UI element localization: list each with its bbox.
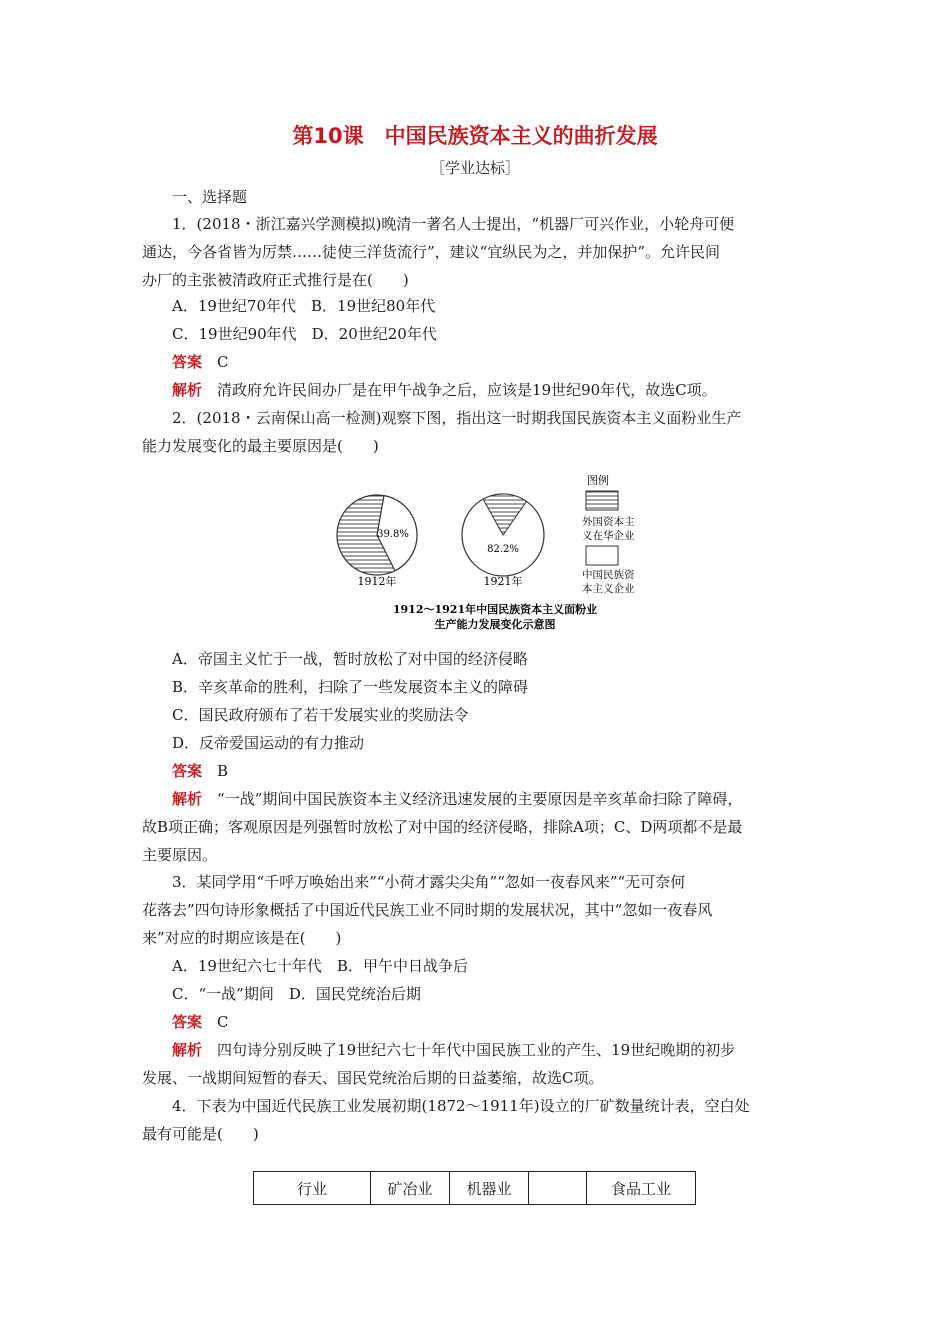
legend-foreign-swatch — [586, 491, 618, 510]
section-heading: 一、选择题 — [172, 188, 248, 206]
legend-foreign-line1: 外国资本主 — [582, 516, 635, 528]
q2-answer — [172, 761, 228, 781]
q4-line1: 4．下表为中国近代民族工业发展初期(1872～1911年)设立的厂矿数量统计表，空白处 — [172, 1097, 750, 1115]
pie-chart-svg — [335, 470, 655, 640]
pie-1921-percent: 82.2% — [487, 544, 519, 555]
q2-option-b: B．辛亥革命的胜利，扫除了一些发展资本主义的障碍 — [172, 678, 529, 696]
table-cell: 矿冶业 — [371, 1172, 450, 1205]
q3-analysis-line1 — [172, 1040, 735, 1060]
legend-title: 图例 — [587, 474, 609, 487]
pie-chart-figure — [335, 470, 655, 640]
q3-options-cd: C．“一战”期间 D．国民党统治后期 — [172, 985, 421, 1003]
q2-option-a: A．帝国主义忙于一战，暂时放松了对中国的经济侵略 — [172, 650, 528, 668]
analysis-label: 解析 — [172, 1041, 203, 1059]
q3-options-ab: A．19世纪六七十年代 B．甲午中日战争后 — [172, 957, 468, 975]
q2-line1: 2．(2018・云南保山高一检测)观察下图，指出这一时期我国民族资本主义面粉业生产 — [172, 409, 742, 427]
q4-line2: 最有可能是( ) — [142, 1125, 259, 1143]
figure-caption-line1: 1912～1921年中国民族资本主义面粉业 — [392, 603, 598, 616]
q1-answer — [172, 352, 229, 372]
legend-foreign-line2: 义在华企业 — [582, 530, 635, 542]
table-cell: 行业 — [254, 1172, 371, 1205]
answer-value: B — [217, 762, 229, 780]
figure-caption-line2: 生产能力发展变化示意图 — [434, 618, 556, 631]
q1-options-cd: C．19世纪90年代 D．20世纪20年代 — [172, 325, 437, 343]
table-cell: 食品工业 — [587, 1172, 696, 1205]
q1-line2: 通达，今各省皆为厉禁……徒使三洋货流行”，建议“宜纵民为之，并加保护”。允许民间 — [142, 243, 721, 261]
q3-line2: 花落去”四句诗形象概括了中国近代民族工业不同时期的发展状况，其中“忽如一夜春风 — [142, 901, 713, 919]
pie-1921-year: 1921年 — [483, 575, 523, 588]
answer-value: C — [217, 353, 229, 371]
answer-label: 答案 — [172, 762, 203, 780]
analysis-text: 四句诗分别反映了19世纪六七十年代中国民族工业的产生、19世纪晚期的初步 — [217, 1041, 736, 1059]
q1-options-ab: A．19世纪70年代 B．19世纪80年代 — [172, 297, 436, 315]
q2-option-d: D．反帝爱国运动的有力推动 — [172, 734, 365, 752]
lesson-subtitle: ［学业达标］ — [429, 159, 520, 177]
q2-line2: 能力发展变化的最主要原因是( ) — [142, 437, 379, 455]
answer-value: C — [217, 1013, 229, 1031]
q2-analysis-line3: 主要原因。 — [142, 846, 218, 864]
q2-analysis-line1 — [172, 789, 742, 809]
q1-line3: 办厂的主张被清政府正式推行是在( ) — [142, 271, 409, 289]
table-row — [254, 1172, 696, 1205]
q1-analysis — [172, 380, 717, 400]
answer-label: 答案 — [172, 353, 203, 371]
table-cell-blank — [529, 1172, 587, 1205]
pie-1912-percent: 39.8% — [377, 529, 409, 540]
analysis-label: 解析 — [172, 790, 203, 808]
q3-answer — [172, 1012, 229, 1032]
table-cell: 机器业 — [450, 1172, 529, 1205]
q3-analysis-line2: 发展、一战期间短暂的春天、国民党统治后期的日益萎缩，故选C项。 — [142, 1069, 604, 1087]
legend-national-swatch — [586, 546, 618, 565]
legend-national-line1: 中国民族资 — [582, 569, 635, 581]
q3-line1: 3．某同学用“千呼万唤始出来”“小荷才露尖尖角”“忽如一夜春风来”“无可奈何 — [172, 873, 686, 891]
lesson-title: 第10课 中国民族资本主义的曲折发展 — [292, 124, 658, 148]
q4-table — [253, 1171, 696, 1205]
q3-line3: 来”对应的时期应该是在( ) — [142, 929, 342, 947]
analysis-text: “一战”期间中国民族资本主义经济迅速发展的主要原因是辛亥革命扫除了障碍， — [217, 790, 743, 808]
pie-1912-year: 1912年 — [357, 575, 397, 588]
legend-national-line2: 本主义企业 — [582, 583, 635, 595]
analysis-label: 解析 — [172, 381, 203, 399]
q2-option-c: C．国民政府颁布了若干发展实业的奖励法令 — [172, 706, 469, 724]
q1-line1: 1．(2018・浙江嘉兴学测模拟)晚清一著名人士提出，“机器厂可兴作业，小轮舟可便 — [172, 215, 735, 233]
analysis-text: 清政府允许民间办厂是在甲午战争之后，应该是19世纪90年代，故选C项。 — [217, 381, 717, 399]
q2-analysis-line2: 故B项正确；客观原因是列强暂时放松了对中国的经济侵略，排除A项；C、D两项都不是最 — [142, 818, 743, 836]
answer-label: 答案 — [172, 1013, 203, 1031]
